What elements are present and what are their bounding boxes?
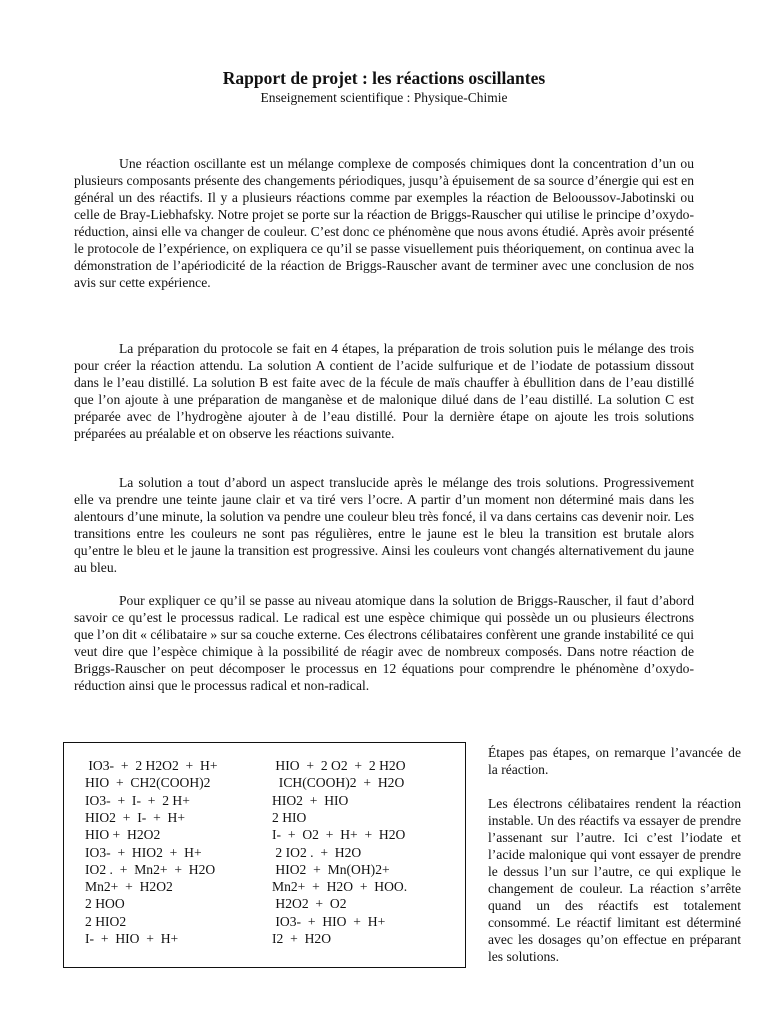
- equation-products: H2O2 + O2: [272, 896, 347, 912]
- equation-reactants: IO3- + HIO2 + H+: [85, 844, 202, 860]
- equation-row: [64, 774, 465, 791]
- equation-row: [64, 878, 465, 895]
- equation-reactants: IO2 . + Mn2+ + H2O: [85, 861, 216, 877]
- page-title: Rapport de projet : les réactions oscillantes: [222, 68, 546, 88]
- equation-products: IO3- + HIO + H+: [272, 913, 386, 929]
- equation-row: [64, 757, 465, 774]
- equation-reactants: Mn2+ + H2O2: [85, 879, 173, 895]
- equation-products: 2 HIO: [272, 809, 307, 825]
- paragraph-protocol: La préparation du protocole se fait en 4 étapes, la préparation de trois solution puis le mélange des trois pour créer la réaction attendu. La solution A contient de l’acide sulfurique et de l’iodate de potassium dissout dans le l’eau distillé. La solution B est faite avec de la fécule de maïs chauffer à ébullition dans de l’eau distillé que l’on ajoute à une préparation de manganèse et de malonique dilué dans de l’eau distillé. La solution C est préparée avec de l’hydrogène ajouter à de l’eau distillé. Pour la dernière étape on ajoute les trois solutions préparées au préalable et on observe les réactions suivante.: [74, 341, 694, 441]
- equation-products: I2 + H2O: [272, 931, 332, 946]
- side-note-steps: Étapes pas étapes, on remarque l’avancée de la réaction.: [488, 745, 741, 777]
- equations-box: [63, 742, 466, 968]
- paragraph-explanation: Pour expliquer ce qu’il se passe au niveau atomique dans la solution de Briggs-Rauscher, il faut d’abord savoir ce qu’est le processus radical. Le radical est une espèce chimique qui possède un ou plusieurs électrons que l’on dit « célibataire » sur sa couche externe. Ces électrons célibataires confèrent une grande instabilité ce qui veut dire que l’espèce chimique à la possibilité de réagir avec de nombreux composés. Dans notre réaction de Briggs-Rauscher on peut décomposer le processus en 12 équations pour comprendre le phénomène d’oxydo-réduction ainsi que le processus radical et non-radical.: [74, 593, 694, 693]
- equation-row: [64, 895, 465, 912]
- equation-products: HIO2 + HIO: [272, 792, 349, 808]
- equation-products: HIO2 + Mn(OH)2+: [272, 861, 390, 877]
- paragraph-introduction: Une réaction oscillante est un mélange complexe de composés chimiques dont la concentration d’un ou plusieurs composants présente des changements périodiques, jusqu’à épuisement de sa source d’énergie qui est en général un des réactifs. Il y a plusieurs réactions comme par exemples la réaction de Belooussov-Jabotinski ou celle de Bray-Liebhafsky. Notre projet se porte sur la réaction de Briggs-Rauscher qui utilise le principe d’oxydo-réduction, ainsi elle va changer de couleur. C’est donc ce phénomène que nous avons étudié. Après avoir présenté le protocole de l’expérience, on expliquera ce qu’il se passe visuellement puis théoriquement, on continua avec la démonstration de l’apériodicité de la réaction de Briggs-Rauscher avant de terminer avec une conclusion de nos avis sur cette expérience.: [74, 156, 694, 290]
- equation-row: [64, 844, 465, 861]
- equation-products: 2 IO2 . + H2O: [272, 844, 362, 860]
- page-subtitle: Enseignement scientifique : Physique-Chimie: [260, 90, 508, 105]
- equation-reactants: HIO2 + I- + H+: [85, 809, 186, 825]
- equation-row: [64, 809, 465, 826]
- equation-row: [64, 826, 465, 843]
- equation-reactants: 2 HOO: [85, 896, 125, 912]
- side-note-electrons: Les électrons célibataires rendent la réaction instable. Un des réactifs va essayer de prendre l’assenant sur l’autre. Ici c’est l’iodate et l’acide malonique qui vont essayer de prendre le dessus l’un sur l’autre, ce qui explique le changement de couleur. La réaction s’arrête quand un des réactifs est totalement consommé. Le réactif limitant est déterminé avec les dosages qu’on effectue en préparant les solutions.: [488, 796, 741, 964]
- equation-products: I- + O2 + H+ + H2O: [272, 827, 406, 843]
- equation-row: [64, 861, 465, 878]
- equation-products: HIO + 2 O2 + 2 H2O: [272, 758, 406, 773]
- equation-row: [64, 913, 465, 930]
- equation-reactants: 2 HIO2: [85, 913, 127, 929]
- paragraph-observation: La solution a tout d’abord un aspect translucide après le mélange des trois solutions. Progressivement elle va prendre une teinte jaune clair et va tiré vers l’ocre. A partir d’un moment non déterminé mais dans les alentours d’une minute, la solution va pendre une couleur bleu très foncé, il va dans certains cas devenir noir. Les transitions entre les couleurs ne sont pas régulières, entre le jaune est le bleu la transition est brutale alors qu’entre le bleu et le jaune la transition est progressive. Ainsi les couleurs vont changés alternativement du jaune au bleu.: [74, 475, 694, 575]
- equation-reactants: HIO + H2O2: [85, 827, 161, 843]
- equation-reactants: HIO + CH2(COOH)2: [85, 775, 211, 791]
- equation-products: ICH(COOH)2 + H2O: [272, 775, 405, 791]
- equation-reactants: IO3- + 2 H2O2 + H+: [85, 758, 218, 773]
- equation-reactants: I- + HIO + H+: [85, 931, 179, 946]
- equation-products: Mn2+ + H2O + HOO.: [272, 879, 408, 895]
- equation-reactants: IO3- + I- + 2 H+: [85, 792, 190, 808]
- equation-row: [64, 792, 465, 809]
- equation-row: [64, 930, 465, 947]
